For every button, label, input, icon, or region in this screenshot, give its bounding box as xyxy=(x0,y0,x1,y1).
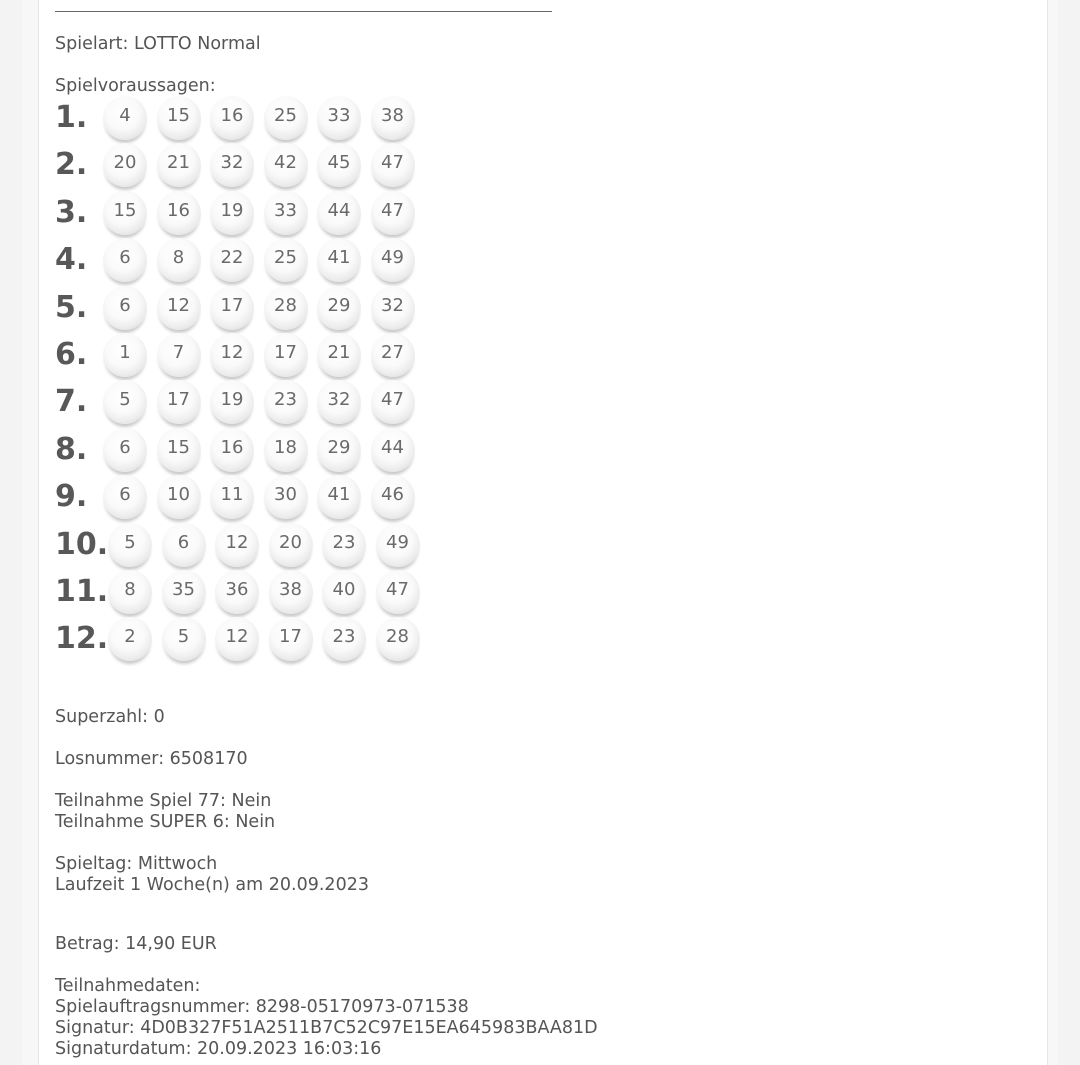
divider-line xyxy=(55,11,552,12)
lotto-ball: 6 xyxy=(103,238,147,282)
lotto-ball: 38 xyxy=(371,96,415,140)
prediction-row xyxy=(55,143,455,189)
lotto-ball: 25 xyxy=(264,238,308,282)
lotto-ball: 19 xyxy=(210,191,254,235)
lotto-ball: 23 xyxy=(322,617,366,661)
lotto-ball: 32 xyxy=(210,143,254,187)
signatur: Signatur: 4D0B327F51A2511B7C52C97E15EA645983BAA81D xyxy=(55,1018,598,1038)
lotto-ball: 29 xyxy=(317,428,361,472)
lotto-ball: 12 xyxy=(210,333,254,377)
lotto-ball: 6 xyxy=(103,428,147,472)
prediction-row xyxy=(55,286,455,332)
number-balls xyxy=(103,428,424,472)
lotto-ball: 28 xyxy=(376,617,420,661)
lotto-ball: 21 xyxy=(317,333,361,377)
lotto-ball: 41 xyxy=(317,238,361,282)
number-balls xyxy=(103,333,424,377)
lotto-ball: 5 xyxy=(162,617,206,661)
lotto-ball: 5 xyxy=(108,523,152,567)
lotto-ball: 38 xyxy=(269,570,313,614)
prediction-row xyxy=(55,191,455,237)
lotto-ball: 6 xyxy=(103,286,147,330)
row-number: 7. xyxy=(55,384,88,420)
betrag: Betrag: 14,90 EUR xyxy=(55,934,217,954)
lotto-ball: 11 xyxy=(210,475,254,519)
row-number: 12. xyxy=(55,621,109,657)
lotto-ball: 33 xyxy=(317,96,361,140)
lotto-ball: 17 xyxy=(264,333,308,377)
row-number: 8. xyxy=(55,431,88,467)
ticket-card xyxy=(38,0,1048,1065)
lotto-ball: 29 xyxy=(317,286,361,330)
lotto-ball: 6 xyxy=(103,475,147,519)
game-type: Spielart: LOTTO Normal xyxy=(55,34,261,54)
row-number: 3. xyxy=(55,194,88,230)
prediction-row xyxy=(55,617,455,663)
prediction-row xyxy=(55,380,455,426)
spieltag: Spieltag: Mittwoch xyxy=(55,854,218,874)
lotto-ball: 20 xyxy=(103,143,147,187)
row-number: 9. xyxy=(55,479,88,515)
lotto-ball: 17 xyxy=(210,286,254,330)
predictions-label: Spielvoraussagen: xyxy=(55,76,216,96)
row-number: 1. xyxy=(55,100,88,135)
number-balls xyxy=(103,380,424,424)
super6-participation: Teilnahme SUPER 6: Nein xyxy=(55,812,276,832)
row-number: 10. xyxy=(55,526,109,562)
number-balls xyxy=(108,570,429,614)
number-balls xyxy=(103,286,424,330)
lotto-ball: 27 xyxy=(371,333,415,377)
lotto-ball: 33 xyxy=(264,191,308,235)
losnummer: Losnummer: 6508170 xyxy=(55,749,248,769)
prediction-row xyxy=(55,570,455,616)
lotto-ball: 22 xyxy=(210,238,254,282)
lotto-ball: 15 xyxy=(157,428,201,472)
lotto-ball: 4 xyxy=(103,96,147,140)
lotto-ball: 44 xyxy=(371,428,415,472)
prediction-row xyxy=(55,475,455,521)
page-background xyxy=(22,0,1058,1065)
row-number: 6. xyxy=(55,337,88,372)
lotto-ball: 6 xyxy=(162,523,206,567)
lotto-ball: 15 xyxy=(157,96,201,140)
lotto-ball: 10 xyxy=(157,475,201,519)
lotto-ball: 16 xyxy=(157,191,201,235)
lotto-ball: 30 xyxy=(264,475,308,519)
lotto-ball: 1 xyxy=(103,333,147,377)
lotto-ball: 49 xyxy=(371,238,415,282)
lotto-ball: 32 xyxy=(371,286,415,330)
prediction-row xyxy=(55,523,455,569)
lotto-ball: 41 xyxy=(317,475,361,519)
laufzeit: Laufzeit 1 Woche(n) am 20.09.2023 xyxy=(55,875,369,895)
lotto-ball: 23 xyxy=(322,523,366,567)
lotto-ball: 12 xyxy=(215,523,259,567)
lotto-ball: 7 xyxy=(157,333,201,377)
lotto-ball: 18 xyxy=(264,428,308,472)
lotto-ball: 19 xyxy=(210,380,254,424)
lotto-ball: 21 xyxy=(157,143,201,187)
superzahl: Superzahl: 0 xyxy=(55,707,165,727)
signaturdatum: Signaturdatum: 20.09.2023 16:03:16 xyxy=(55,1039,382,1059)
lotto-ball: 47 xyxy=(371,380,415,424)
lotto-ball: 47 xyxy=(376,570,420,614)
lotto-ball: 8 xyxy=(108,570,152,614)
lotto-ball: 42 xyxy=(264,143,308,187)
lotto-ball: 8 xyxy=(157,238,201,282)
lotto-ball: 36 xyxy=(215,570,259,614)
lotto-ball: 46 xyxy=(371,475,415,519)
spielauftragsnummer: Spielauftragsnummer: 8298-05170973-071538 xyxy=(55,997,469,1017)
lotto-ball: 12 xyxy=(215,617,259,661)
row-number: 5. xyxy=(55,289,88,325)
lotto-ball: 15 xyxy=(103,191,147,235)
lotto-ball: 44 xyxy=(317,191,361,235)
lotto-ball: 47 xyxy=(371,191,415,235)
lotto-ball: 45 xyxy=(317,143,361,187)
prediction-row xyxy=(55,333,455,379)
number-balls xyxy=(103,238,424,282)
number-balls xyxy=(108,523,429,567)
prediction-row xyxy=(55,96,455,142)
lotto-ball: 23 xyxy=(264,380,308,424)
lotto-ball: 49 xyxy=(376,523,420,567)
lotto-ball: 40 xyxy=(322,570,366,614)
spiel77-participation: Teilnahme Spiel 77: Nein xyxy=(55,791,272,811)
lotto-ball: 2 xyxy=(108,617,152,661)
lotto-ball: 12 xyxy=(157,286,201,330)
lotto-ball: 28 xyxy=(264,286,308,330)
prediction-row xyxy=(55,238,455,284)
prediction-row xyxy=(55,428,455,474)
lotto-ball: 16 xyxy=(210,428,254,472)
row-number: 11. xyxy=(55,574,109,609)
lotto-ball: 5 xyxy=(103,380,147,424)
lotto-ball: 32 xyxy=(317,380,361,424)
lotto-ball: 47 xyxy=(371,143,415,187)
number-balls xyxy=(103,96,424,140)
lotto-ball: 17 xyxy=(157,380,201,424)
row-number: 4. xyxy=(55,242,88,278)
lotto-ball: 35 xyxy=(162,570,206,614)
row-number: 2. xyxy=(55,147,88,183)
number-balls xyxy=(103,143,424,187)
lotto-ball: 16 xyxy=(210,96,254,140)
lotto-ball: 25 xyxy=(264,96,308,140)
lotto-ball: 17 xyxy=(269,617,313,661)
number-balls xyxy=(103,475,424,519)
number-balls xyxy=(103,191,424,235)
teilnahmedaten-label: Teilnahmedaten: xyxy=(55,976,201,996)
lotto-ball: 20 xyxy=(269,523,313,567)
number-balls xyxy=(108,617,429,661)
